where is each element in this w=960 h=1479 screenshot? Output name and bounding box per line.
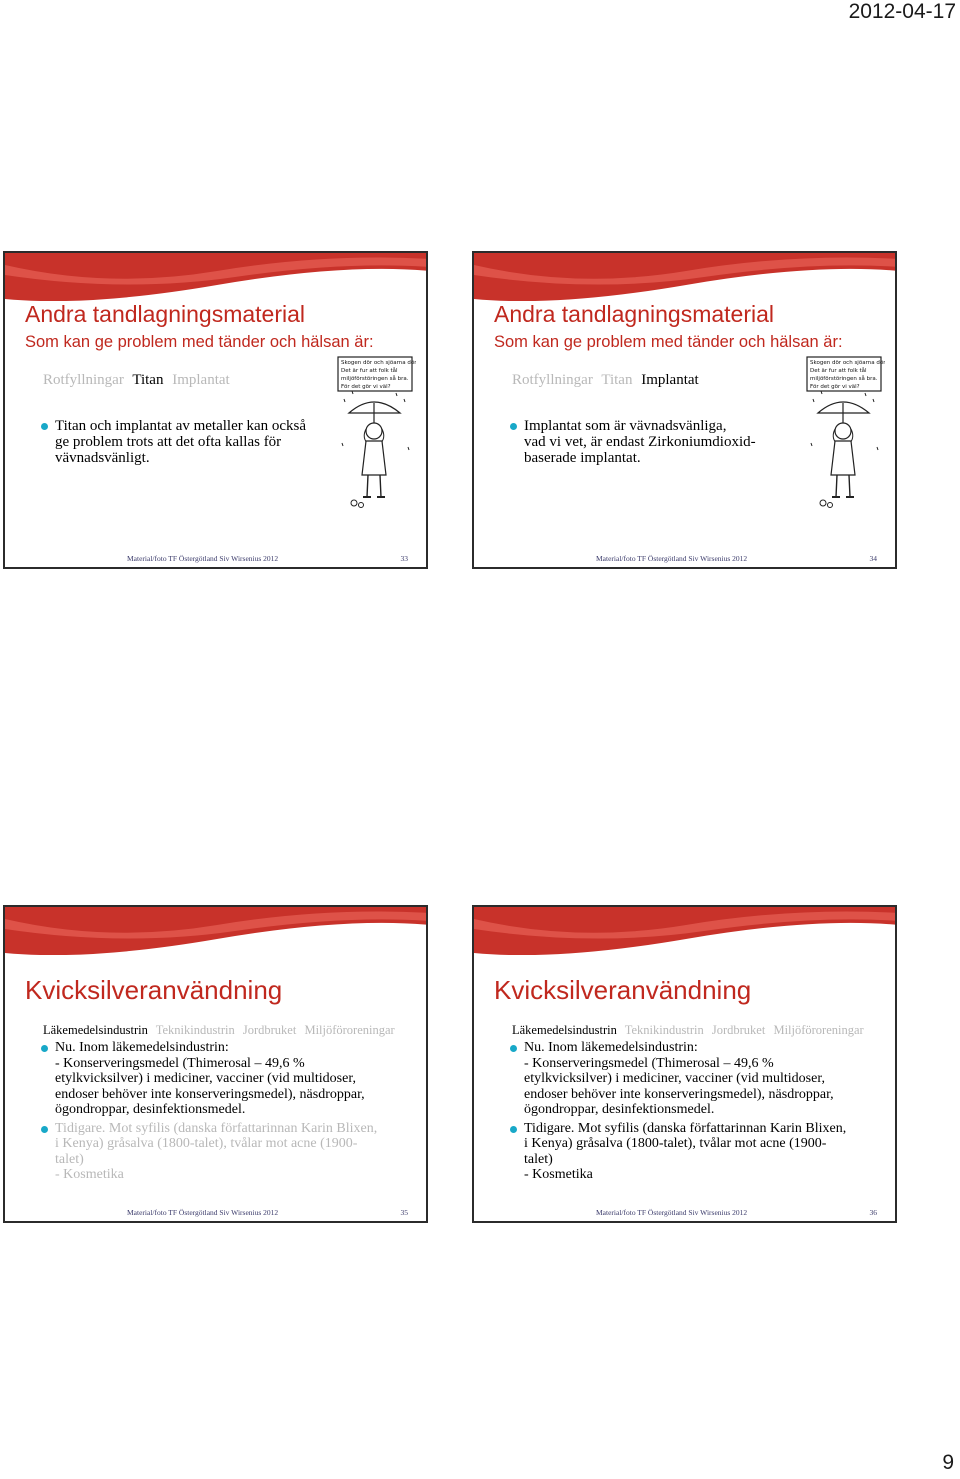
bullet-line: vävnadsvänligt. xyxy=(55,450,150,466)
bullet-line: Implantat som är vävnadsvänliga, xyxy=(524,418,727,434)
tab-implantat: Implantat xyxy=(641,372,699,388)
bullet-line: Nu. Inom läkemedelsindustrin: xyxy=(55,1040,229,1055)
topic-tabs xyxy=(43,372,235,389)
slide-36 xyxy=(472,905,897,1223)
slide-banner xyxy=(474,253,897,301)
bullet-line: endoser behöver inte konserveringsmedel), näsdroppar, xyxy=(55,1086,365,1102)
page-date: 2012-04-17 xyxy=(848,0,956,23)
bullet-line: etylkvicksilver) i mediciner, vacciner (vid multidoser, xyxy=(55,1071,356,1086)
slide-banner xyxy=(5,253,428,301)
slide-footer: Material/foto TF Östergötland Siv Wirsenius 2012 xyxy=(596,554,748,563)
slide-number: 35 xyxy=(400,1208,408,1217)
bullet-line: Tidigare. Mot syfilis (danska författarinnan Karin Blixen, xyxy=(55,1120,378,1136)
topic-tabs xyxy=(512,372,704,389)
bullet-line: ögondroppar, desinfektionsmedel. xyxy=(55,1102,246,1117)
slide-subtitle: Som kan ge problem med tänder och hälsan är: xyxy=(494,333,843,351)
cartoon-caption-line: Det är fur att folk tål xyxy=(341,368,398,374)
tab-jordbruket: Jordbruket xyxy=(242,1023,297,1037)
bullet-line: etylkvicksilver) i mediciner, vacciner (vid multidoser, xyxy=(524,1071,825,1086)
bullet-line: Tidigare. Mot syfilis (danska författarinnan Karin Blixen, xyxy=(524,1120,847,1136)
slide-35 xyxy=(3,905,428,1223)
bullet-list xyxy=(524,418,756,469)
bullet-line: ögondroppar, desinfektionsmedel. xyxy=(524,1102,715,1117)
slide-banner xyxy=(5,907,428,955)
slide-footer: Material/foto TF Östergötland Siv Wirsenius 2012 xyxy=(596,1208,748,1217)
bullet-line: vad vi vet, är endast Zirkoniumdioxid- xyxy=(524,434,756,450)
bullet-line: ge problem trots att det ofta kallas för xyxy=(55,434,282,450)
cartoon-caption-line: Det är fur att folk tål xyxy=(810,368,867,374)
bullet-list xyxy=(524,1040,846,1186)
bullet-line: talet) xyxy=(524,1151,553,1167)
slide-subtitle: Som kan ge problem med tänder och hälsan är: xyxy=(25,333,374,351)
cartoon-caption-line: För det gör vi väl? xyxy=(810,384,860,390)
slide-34 xyxy=(472,251,897,569)
cartoon-caption-line: miljöförstöringen så bra. xyxy=(341,376,409,382)
bullet-line: - Kosmetika xyxy=(524,1167,593,1182)
topic-tabs xyxy=(512,1023,869,1038)
tab-teknikindustrin: Teknikindustrin xyxy=(624,1023,704,1037)
bullet-item xyxy=(55,418,306,466)
tab-rotfyllningar: Rotfyllningar xyxy=(43,372,124,388)
slide-banner xyxy=(474,907,897,955)
tab-implantat: Implantat xyxy=(172,372,230,388)
tab-rotfyllningar: Rotfyllningar xyxy=(512,372,593,388)
bullet-item-earlier xyxy=(55,1121,377,1183)
tab-titan: Titan xyxy=(601,372,633,388)
bullet-line: - Kosmetika xyxy=(55,1167,124,1182)
bullet-line: - Konserveringsmedel (Thimerosal – 49,6 % xyxy=(524,1055,774,1071)
tab-miljofororeningar: Miljöföroreningar xyxy=(773,1023,864,1037)
slide-number: 33 xyxy=(400,554,408,563)
tab-teknikindustrin: Teknikindustrin xyxy=(155,1023,235,1037)
cartoon-caption-line: Skogen dör och sjöarna dör xyxy=(341,360,416,366)
bullet-line: - Konserveringsmedel (Thimerosal – 49,6 % xyxy=(55,1055,305,1071)
bullet-item-earlier xyxy=(524,1121,846,1183)
slide-title: Andra tandlagningsmaterial xyxy=(25,301,306,327)
bullet-item xyxy=(524,418,756,466)
umbrella-girl-cartoon xyxy=(334,355,416,513)
slide-33 xyxy=(3,251,428,569)
bullet-item-now xyxy=(524,1040,846,1118)
slide-title: Andra tandlagningsmaterial xyxy=(494,301,775,327)
bullet-line: i Kenya) gråsalva (1800-talet), tvålar mot acne (1900- xyxy=(55,1136,358,1151)
cartoon-caption-line: För det gör vi väl? xyxy=(341,384,391,390)
cartoon-caption-line: Skogen dör och sjöarna dör xyxy=(810,360,885,366)
slide-number: 34 xyxy=(869,554,877,563)
topic-tabs xyxy=(43,1023,400,1038)
bullet-item-now xyxy=(55,1040,377,1118)
tab-lakemedelsindustrin: Läkemedelsindustrin xyxy=(512,1023,617,1037)
bullet-line: baserade implantat. xyxy=(524,450,641,466)
umbrella-girl-cartoon xyxy=(803,355,885,513)
bullet-list xyxy=(55,1040,377,1186)
slide-footer: Material/foto TF Östergötland Siv Wirsenius 2012 xyxy=(127,1208,279,1217)
bullet-line: i Kenya) gråsalva (1800-talet), tvålar mot acne (1900- xyxy=(524,1136,827,1151)
tab-miljofororeningar: Miljöföroreningar xyxy=(304,1023,395,1037)
tab-lakemedelsindustrin: Läkemedelsindustrin xyxy=(43,1023,148,1037)
bullet-line: endoser behöver inte konserveringsmedel), näsdroppar, xyxy=(524,1086,834,1102)
slide-footer: Material/foto TF Östergötland Siv Wirsenius 2012 xyxy=(127,554,279,563)
slide-number: 36 xyxy=(869,1208,877,1217)
tab-jordbruket: Jordbruket xyxy=(711,1023,766,1037)
bullet-line: Nu. Inom läkemedelsindustrin: xyxy=(524,1040,698,1055)
bullet-list xyxy=(55,418,306,469)
slide-title: Kvicksilveranvändning xyxy=(494,975,752,1005)
slide-title: Kvicksilveranvändning xyxy=(25,975,283,1005)
page-number: 9 xyxy=(942,1451,954,1474)
bullet-line: talet) xyxy=(55,1151,84,1167)
cartoon-caption-line: miljöförstöringen så bra. xyxy=(810,376,878,382)
bullet-line: Titan och implantat av metaller kan också xyxy=(55,418,307,434)
tab-titan: Titan xyxy=(132,372,164,388)
